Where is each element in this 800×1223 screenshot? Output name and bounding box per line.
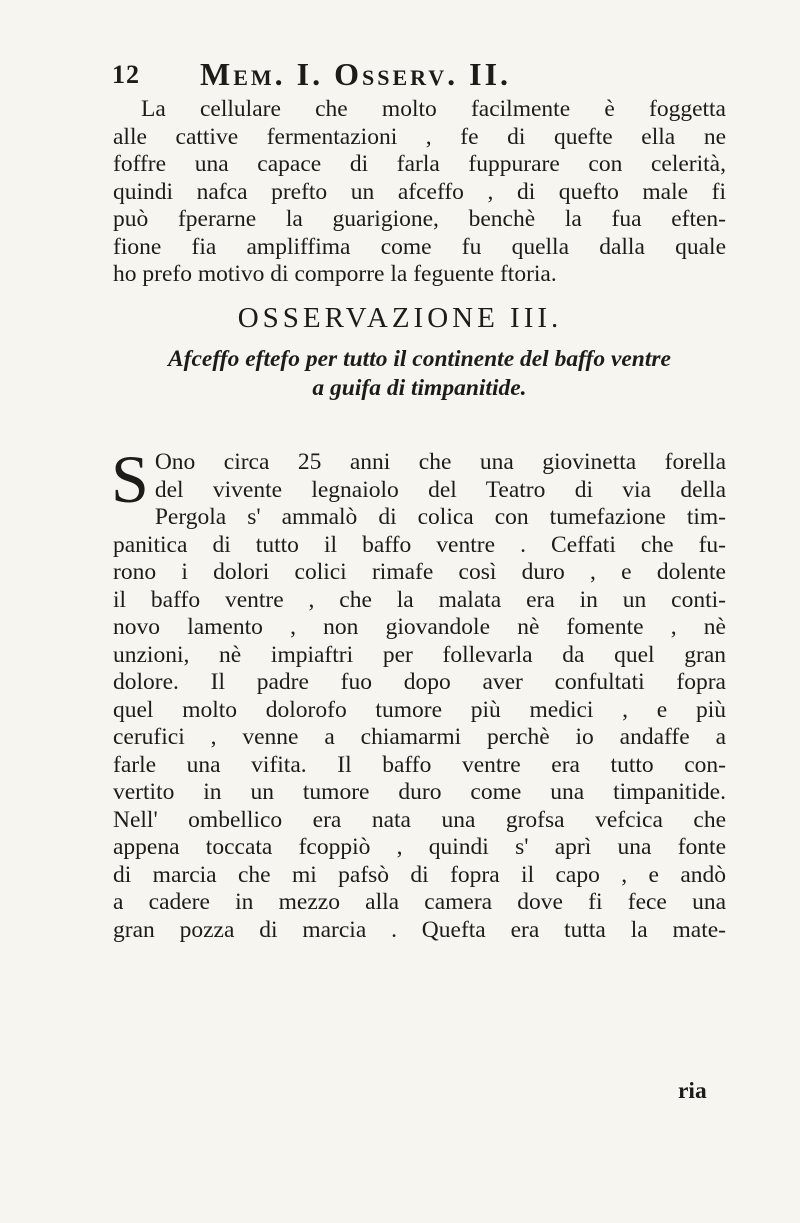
text-line: può fperarne la guarigione, benchè la fua eften- [113,206,726,232]
text-line: farle una vifita. Il baffo ventre era tutto con- [113,751,726,778]
text-line: Nell' ombellico era nata una grofsa vefcica che [113,806,726,833]
text-line: vertito in un tumore duro come una timpanitide. [113,779,726,805]
text-line: La cellulare che molto facilmente è foggetta [141,96,726,122]
text-line: quindi nafca prefto un afceffo , di quefto male fi [113,178,726,205]
text-line: ho prefo motivo di comporre la feguente ftoria. [113,261,557,287]
text-line: dolore. Il padre fuo dopo aver confultati fopra [113,669,726,695]
text-line: unzioni, nè impiaftri per follevarla da quel gran [113,641,726,668]
text-line: del vivente legnaiolo del Teatro di via della [154,476,726,503]
subtitle-line: Afceffo eftefo per tutto il continente del baffo ventre [168,346,671,372]
page-number: 12 [112,60,140,89]
text-line: panitica di tutto il baffo ventre . Ceffati che fu- [113,531,726,558]
running-head: Mem. I. Osserv. II. [200,56,512,92]
paragraph-observation [111,441,726,944]
text-line: il baffo ventre , che la malata era in un conti- [113,586,726,613]
text-line: foffre una capace di farla fuppurare con celerità, [113,151,726,177]
section-heading: OSSERVAZIONE III. [237,302,563,334]
text-line: fione fia ampliffima come fu quella dalla quale [113,233,726,260]
section-subtitle [113,345,726,403]
text-line: gran pozza di marcia . Quefta era tutta la mate- [113,916,726,943]
text-line: a cadere in mezzo alla camera dove fi fece una [113,889,726,915]
page-header [112,56,740,96]
text-line: quel molto dolorofo tumore più medici , e più [113,696,726,723]
text-line: di marcia che mi pafsò di fopra il capo , e andò [113,861,726,888]
text-line: cerufici , venne a chiamarmi perchè io andaffe a [113,724,726,750]
text-line: Pergola s' ammalò di colica con tumefazione tim- [154,504,726,530]
subtitle-line: a guifa di timpanitide. [312,375,527,401]
catchword: ria [678,1078,707,1104]
text-line: alle cattive fermentazioni , fe di quefte ella ne [113,123,726,150]
text-line: Ono circa 25 anni che una giovinetta forella [154,449,726,475]
paragraph-intro [113,96,726,289]
text-line: novo lamento , non giovandole nè fomente , nè [113,614,726,640]
text-line: rono i dolori colici rimafe così duro , e dolente [113,559,726,585]
drop-cap: S [111,441,149,517]
text-line: appena toccata fcoppiò , quindi s' aprì una fonte [113,834,726,860]
